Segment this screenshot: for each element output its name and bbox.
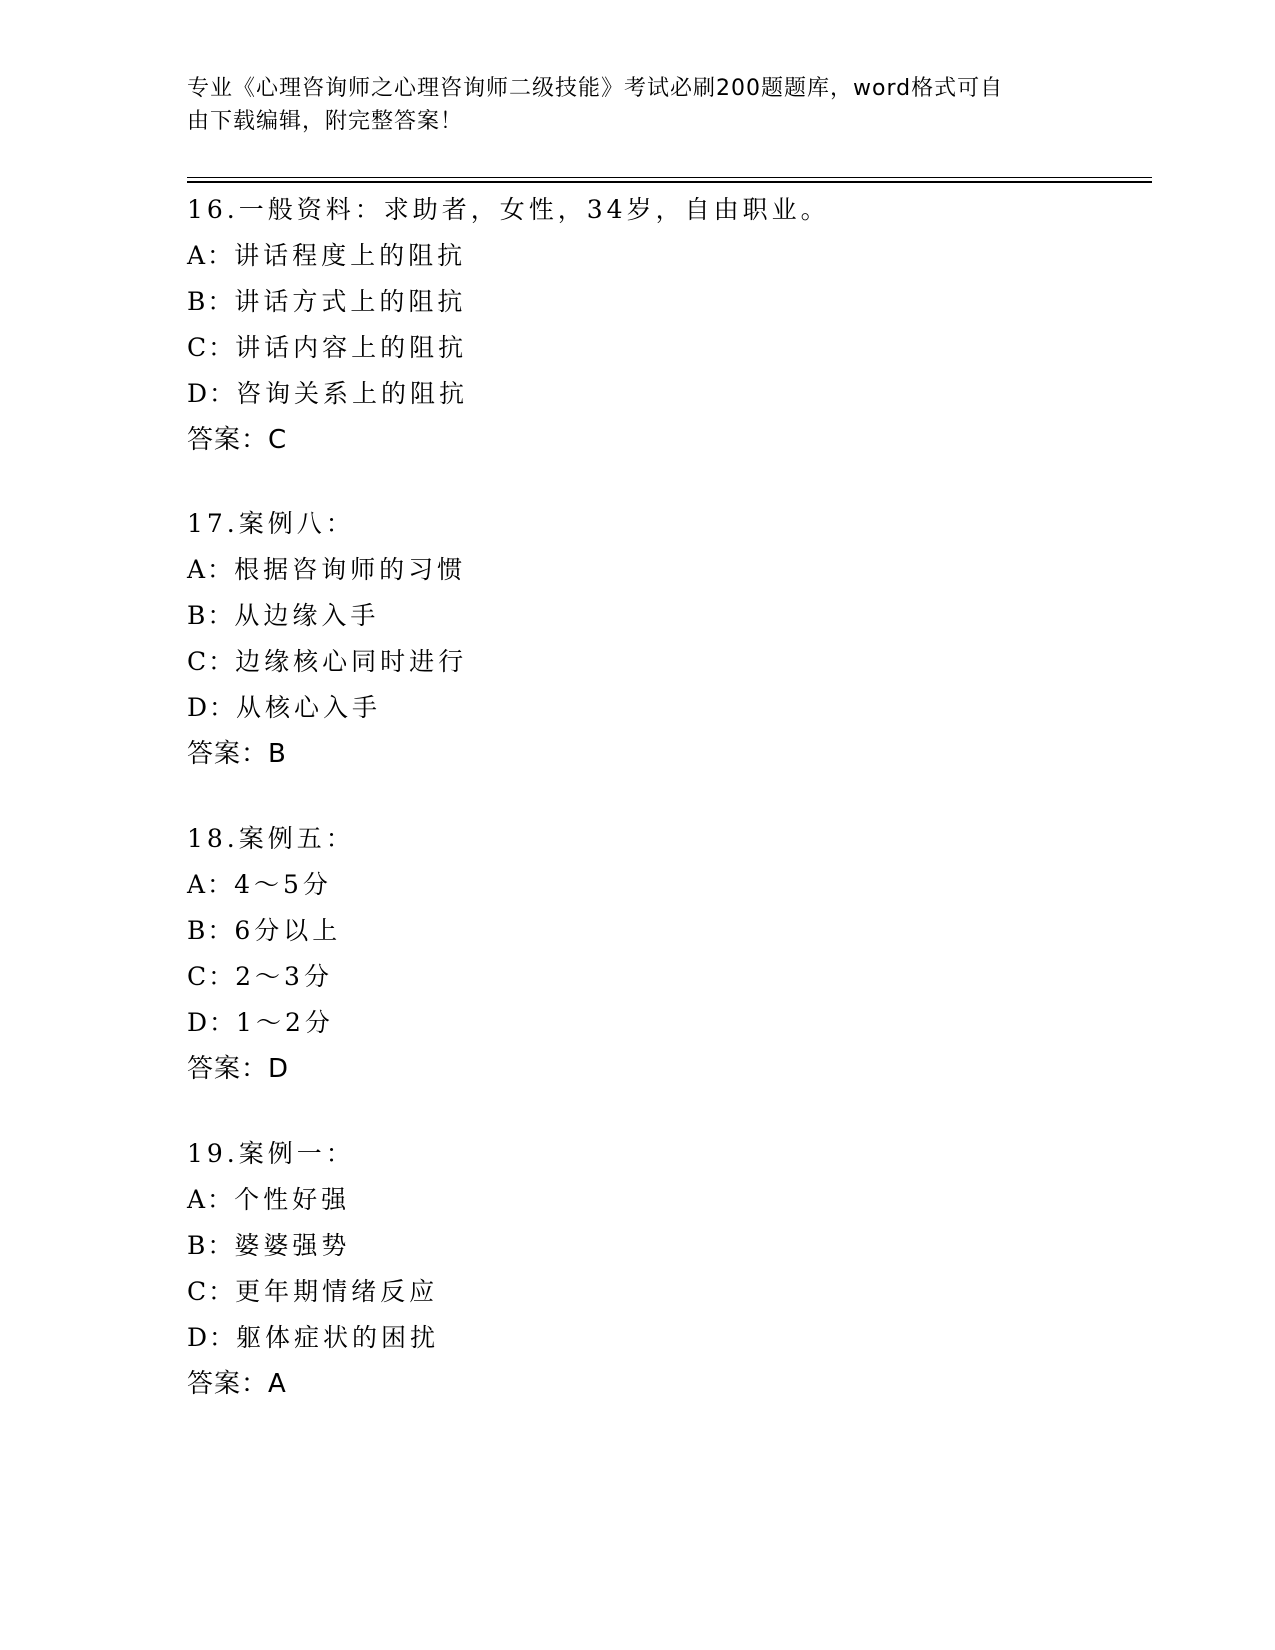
question-block <box>187 816 1087 1092</box>
option-letter: A： <box>187 1185 235 1214</box>
option-d <box>187 371 1087 417</box>
option-text: 咨询关系上的阻抗 <box>236 379 469 408</box>
option-letter: C： <box>187 647 236 676</box>
option-letter: B： <box>187 916 235 945</box>
header-line-1: 专业《心理咨询师之心理咨询师二级技能》考试必刷200题题库，word格式可自 <box>187 76 1004 101</box>
option-letter: D： <box>187 693 237 722</box>
option-text: 4～5分 <box>234 870 332 899</box>
option-text: 边缘核心同时进行 <box>235 647 468 676</box>
question-stem: 19.案例一： <box>187 1139 355 1168</box>
option-b <box>187 908 1087 954</box>
option-text: 6分以上 <box>234 916 342 945</box>
option-d <box>187 1315 1087 1361</box>
option-letter: A： <box>187 555 235 584</box>
option-a <box>187 862 1087 908</box>
option-letter: C： <box>187 962 236 991</box>
question-stem: 18.案例五： <box>187 824 355 853</box>
option-text: 从边缘入手 <box>234 601 380 630</box>
option-text: 根据咨询师的习惯 <box>234 555 467 584</box>
question-stem: 17.案例八： <box>187 509 355 538</box>
question-stem: 16.一般资料：求助者，女性，34岁，自由职业。 <box>187 195 830 224</box>
option-letter: B： <box>187 601 235 630</box>
option-text: 讲话方式上的阻抗 <box>234 287 467 316</box>
option-text: 个性好强 <box>234 1185 351 1214</box>
answer-line: 答案：B <box>187 739 287 769</box>
document-header <box>187 72 1067 138</box>
option-b <box>187 1223 1087 1269</box>
header-divider-thin <box>187 177 1152 178</box>
option-c <box>187 954 1087 1000</box>
option-letter: D： <box>187 379 237 408</box>
option-b <box>187 279 1087 325</box>
option-text: 讲话程度上的阻抗 <box>234 241 467 270</box>
answer-line: 答案：D <box>187 1054 290 1084</box>
option-text: 1～2分 <box>236 1008 334 1037</box>
option-letter: D： <box>187 1008 237 1037</box>
option-text: 更年期情绪反应 <box>235 1277 439 1306</box>
option-letter: A： <box>187 241 235 270</box>
option-d <box>187 1000 1087 1046</box>
header-divider-thick <box>187 181 1152 183</box>
option-c <box>187 325 1087 371</box>
option-text: 从核心入手 <box>236 693 382 722</box>
option-text: 2～3分 <box>235 962 333 991</box>
option-b <box>187 593 1087 639</box>
option-letter: C： <box>187 333 236 362</box>
option-a <box>187 233 1087 279</box>
option-letter: C： <box>187 1277 236 1306</box>
option-text: 婆婆强势 <box>234 1231 351 1260</box>
answer-line: 答案：C <box>187 425 288 455</box>
option-c <box>187 1269 1087 1315</box>
option-c <box>187 639 1087 685</box>
answer-line: 答案：A <box>187 1369 287 1399</box>
option-a <box>187 547 1087 593</box>
option-a <box>187 1177 1087 1223</box>
option-letter: B： <box>187 287 235 316</box>
option-text: 躯体症状的困扰 <box>236 1323 440 1352</box>
header-line-2: 由下载编辑，附完整答案！ <box>187 109 464 134</box>
option-text: 讲话内容上的阻抗 <box>235 333 468 362</box>
option-letter: A： <box>187 870 235 899</box>
option-letter: D： <box>187 1323 237 1352</box>
question-block <box>187 1131 1087 1407</box>
option-d <box>187 685 1087 731</box>
question-block <box>187 187 1087 463</box>
question-block <box>187 501 1087 777</box>
option-letter: B： <box>187 1231 235 1260</box>
